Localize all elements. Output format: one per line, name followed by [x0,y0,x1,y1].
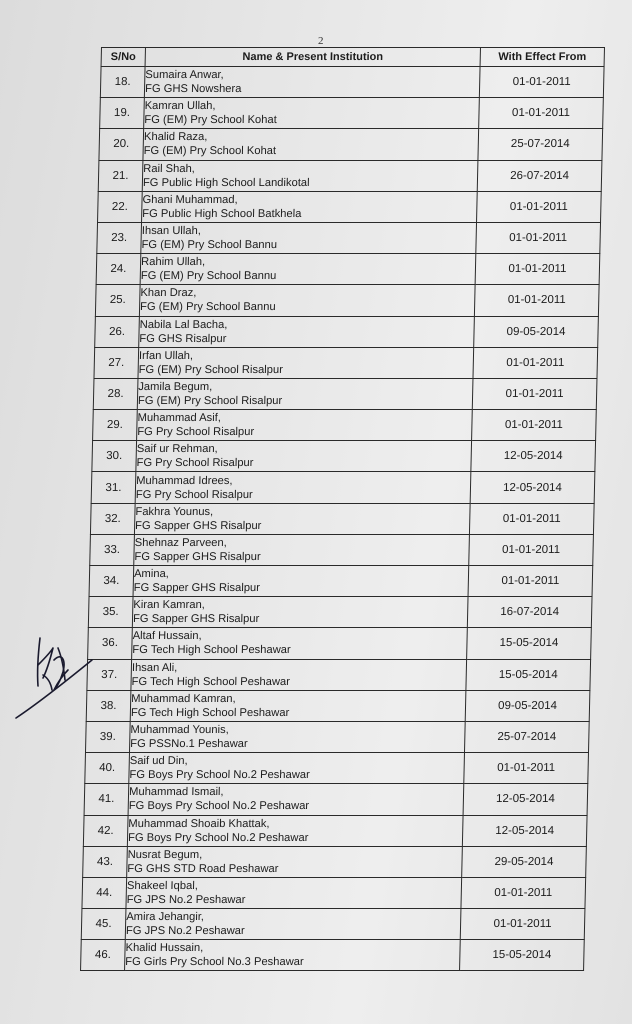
person-name: Shehnaz Parveen, [134,536,227,549]
institution-name: FG Sapper GHS Risalpur [133,582,261,595]
row-name-institution [143,129,479,160]
row-effect-date: 29-05-2014 [462,846,587,877]
row-name-institution [142,160,478,191]
institution-name: FG Boys Pry School No.2 Peshawar [129,769,310,782]
table-row [96,254,600,285]
row-effect-date: 15-05-2014 [467,628,592,659]
row-name-institution [132,597,468,628]
institution-name: FG JPS No.2 Peshawar [125,925,245,938]
staff-table [80,47,605,971]
person-name: Nusrat Begum, [127,848,203,861]
institution-name: FG PSSNo.1 Peshawar [130,738,248,751]
row-name-institution [134,534,470,565]
table-row [100,67,604,98]
table-row [97,222,601,253]
row-name-institution [131,659,467,690]
table-row [90,534,594,565]
row-name-institution [140,254,476,285]
row-name-institution [137,378,473,409]
person-name: Rail Shah, [143,162,196,175]
row-sno: 42. [83,815,128,846]
row-sno: 30. [92,441,137,472]
institution-name: FG Boys Pry School No.2 Peshawar [127,831,309,844]
row-effect-date: 12-05-2014 [462,815,587,846]
row-effect-date: 01-01-2011 [460,909,585,940]
institution-name: FG Pry School Risalpur [137,426,255,439]
row-effect-date: 01-01-2011 [464,753,589,784]
person-name: Amira Jehangir, [126,911,205,924]
row-sno: 35. [88,597,133,628]
row-sno: 27. [94,347,139,378]
row-sno: 40. [85,753,130,784]
row-effect-date: 01-01-2011 [475,254,600,285]
institution-name: FG (EM) Pry School Kohat [144,114,277,127]
institution-name: FG Pry School Risalpur [135,488,253,501]
row-effect-date: 09-05-2014 [474,316,599,347]
table-row [82,877,586,908]
person-name: Nabila Lal Bacha, [139,318,228,331]
person-name: Ghani Muhammad, [142,193,238,206]
row-effect-date: 01-01-2011 [473,347,598,378]
row-name-institution [141,222,477,253]
row-effect-date: 01-01-2011 [472,410,597,441]
row-effect-date: 09-05-2014 [465,690,590,721]
row-name-institution [139,316,475,347]
person-name: Shakeel Iqbal, [126,879,199,892]
person-name: Khalid Raza, [143,131,208,144]
institution-name: FG GHS Risalpur [139,332,227,345]
row-sno: 23. [97,222,142,253]
institution-name: FG JPS No.2 Peshawar [126,893,246,906]
row-sno: 25. [95,285,140,316]
row-effect-date: 01-01-2011 [468,566,593,597]
row-sno: 39. [85,721,130,752]
name-header: Name & Present Institution [145,48,480,67]
row-sno: 26. [95,316,140,347]
row-name-institution [132,628,468,659]
row-effect-date: 01-01-2011 [476,222,601,253]
institution-name: FG Sapper GHS Risalpur [135,519,262,532]
person-name: Muhammad Asif, [137,412,222,425]
institution-name: FG Public High School Landikotal [142,176,310,189]
row-effect-date: 26-07-2014 [477,160,602,191]
row-effect-date: 25-07-2014 [478,129,603,160]
row-sno: 38. [86,690,131,721]
table-row [83,815,587,846]
institution-name: FG (EM) Pry School Risalpur [137,394,283,407]
row-effect-date: 01-01-2011 [461,877,586,908]
table-row [86,690,590,721]
handwritten-signature [10,620,100,730]
table-row [85,721,589,752]
row-name-institution [142,191,478,222]
row-sno: 44. [82,877,127,908]
row-sno: 43. [83,846,128,877]
table-row [91,472,595,503]
row-name-institution [144,67,480,98]
person-name: Irfan Ullah, [138,349,194,362]
person-name: Saif ur Rehman, [136,443,218,456]
institution-name: FG GHS Nowshera [144,83,242,96]
row-sno: 24. [96,254,141,285]
row-sno: 31. [91,472,136,503]
person-name: Amina, [133,568,170,581]
institution-name: FG Sapper GHS Risalpur [134,550,261,563]
person-name: Khalid Hussain, [125,942,204,955]
table-row [94,347,598,378]
person-name: Jamila Begum, [138,380,213,393]
row-effect-date: 15-05-2014 [460,940,585,971]
institution-name: FG (EM) Pry School Kohat [143,145,277,158]
table-row [100,98,604,129]
row-sno: 18. [100,67,145,98]
table-row [98,160,602,191]
page-number: 2 [318,35,324,47]
table-header-row [101,48,604,67]
row-name-institution [128,784,464,815]
table-row [93,410,597,441]
table-row [98,191,602,222]
row-name-institution [129,753,465,784]
row-sno: 45. [81,909,126,940]
institution-name: FG Boys Pry School No.2 Peshawar [128,800,310,813]
person-name: Muhammad Shoaib Khattak, [128,817,270,830]
person-name: Rahim Ullah, [140,256,206,269]
person-name: Kiran Kamran, [133,599,205,612]
row-name-institution [138,347,474,378]
row-sno: 28. [93,378,138,409]
row-effect-date: 01-01-2011 [479,98,604,129]
institution-name: FG Tech High School Peshawar [130,706,290,719]
institution-name: FG Girls Pry School No.3 Peshawar [125,956,304,969]
table-row [88,597,592,628]
row-sno: 41. [84,784,129,815]
row-sno: 21. [98,160,143,191]
person-name: Sumaira Anwar, [145,69,224,82]
person-name: Muhammad Kamran, [131,692,236,705]
table-row [87,659,591,690]
institution-name: FG Public High School Batkhela [142,207,302,220]
institution-name: FG (EM) Pry School Bannu [139,301,276,314]
table-row [81,909,585,940]
person-name: Altaf Hussain, [132,630,202,643]
row-effect-date: 01-01-2011 [479,67,604,98]
row-effect-date: 01-01-2011 [469,503,594,534]
row-sno: 46. [81,940,126,971]
row-sno: 20. [99,129,144,160]
table-row [85,753,589,784]
person-name: Saif ud Din, [129,755,188,768]
row-sno: 32. [90,503,135,534]
institution-name: FG (EM) Pry School Bannu [140,270,277,283]
institution-name: FG (EM) Pry School Risalpur [138,363,284,376]
row-effect-date: 01-01-2011 [472,378,597,409]
row-effect-date: 16-07-2014 [467,597,592,628]
person-name: Khan Draz, [140,287,197,300]
table-row [84,784,588,815]
institution-name: FG Sapper GHS Risalpur [132,613,260,626]
table-row [99,129,603,160]
row-effect-date: 12-05-2014 [471,441,596,472]
row-name-institution [127,846,463,877]
date-header: With Effect From [480,48,604,67]
table-row [93,378,597,409]
row-sno: 29. [93,410,138,441]
row-effect-date: 25-07-2014 [464,721,589,752]
row-effect-date: 12-05-2014 [470,472,595,503]
person-name: Fakhra Younus, [135,505,214,518]
row-effect-date: 01-01-2011 [474,285,599,316]
sno-header: S/No [101,48,145,67]
institution-name: FG GHS STD Road Peshawar [127,862,279,875]
row-name-institution [125,940,461,971]
person-name: Kamran Ullah, [144,100,216,113]
institution-name: FG (EM) Pry School Bannu [141,239,278,252]
row-sno: 34. [89,566,134,597]
institution-name: FG Pry School Risalpur [136,457,254,470]
table-row [95,285,599,316]
row-name-institution [134,503,470,534]
row-sno: 19. [100,98,145,129]
institution-name: FG Tech High School Peshawar [131,675,291,688]
row-name-institution [136,441,472,472]
row-sno: 22. [98,191,143,222]
table-row [89,566,593,597]
table-row [90,503,594,534]
person-name: Ihsan Ullah, [141,225,202,238]
table-row [81,940,585,971]
person-name: Ihsan Ali, [131,661,178,674]
row-effect-date: 12-05-2014 [463,784,588,815]
person-name: Muhammad Ismail, [128,786,224,799]
row-name-institution [125,909,461,940]
table-row [88,628,592,659]
row-sno: 33. [90,534,135,565]
row-name-institution [126,877,462,908]
row-sno: 36. [88,628,133,659]
table-row [83,846,587,877]
person-name: Muhammad Younis, [130,724,229,737]
row-name-institution [139,285,475,316]
row-name-institution [144,98,480,129]
institution-name: FG Tech High School Peshawar [132,644,291,657]
table-row [95,316,599,347]
row-effect-date: 01-01-2011 [469,534,594,565]
row-effect-date: 01-01-2011 [477,191,602,222]
row-name-institution [137,410,473,441]
row-name-institution [127,815,463,846]
person-name: Muhammad Idrees, [136,474,233,487]
row-name-institution [133,566,469,597]
table-row [92,441,596,472]
row-name-institution [129,721,465,752]
row-name-institution [135,472,471,503]
row-sno: 37. [87,659,132,690]
row-effect-date: 15-05-2014 [466,659,591,690]
row-name-institution [130,690,466,721]
